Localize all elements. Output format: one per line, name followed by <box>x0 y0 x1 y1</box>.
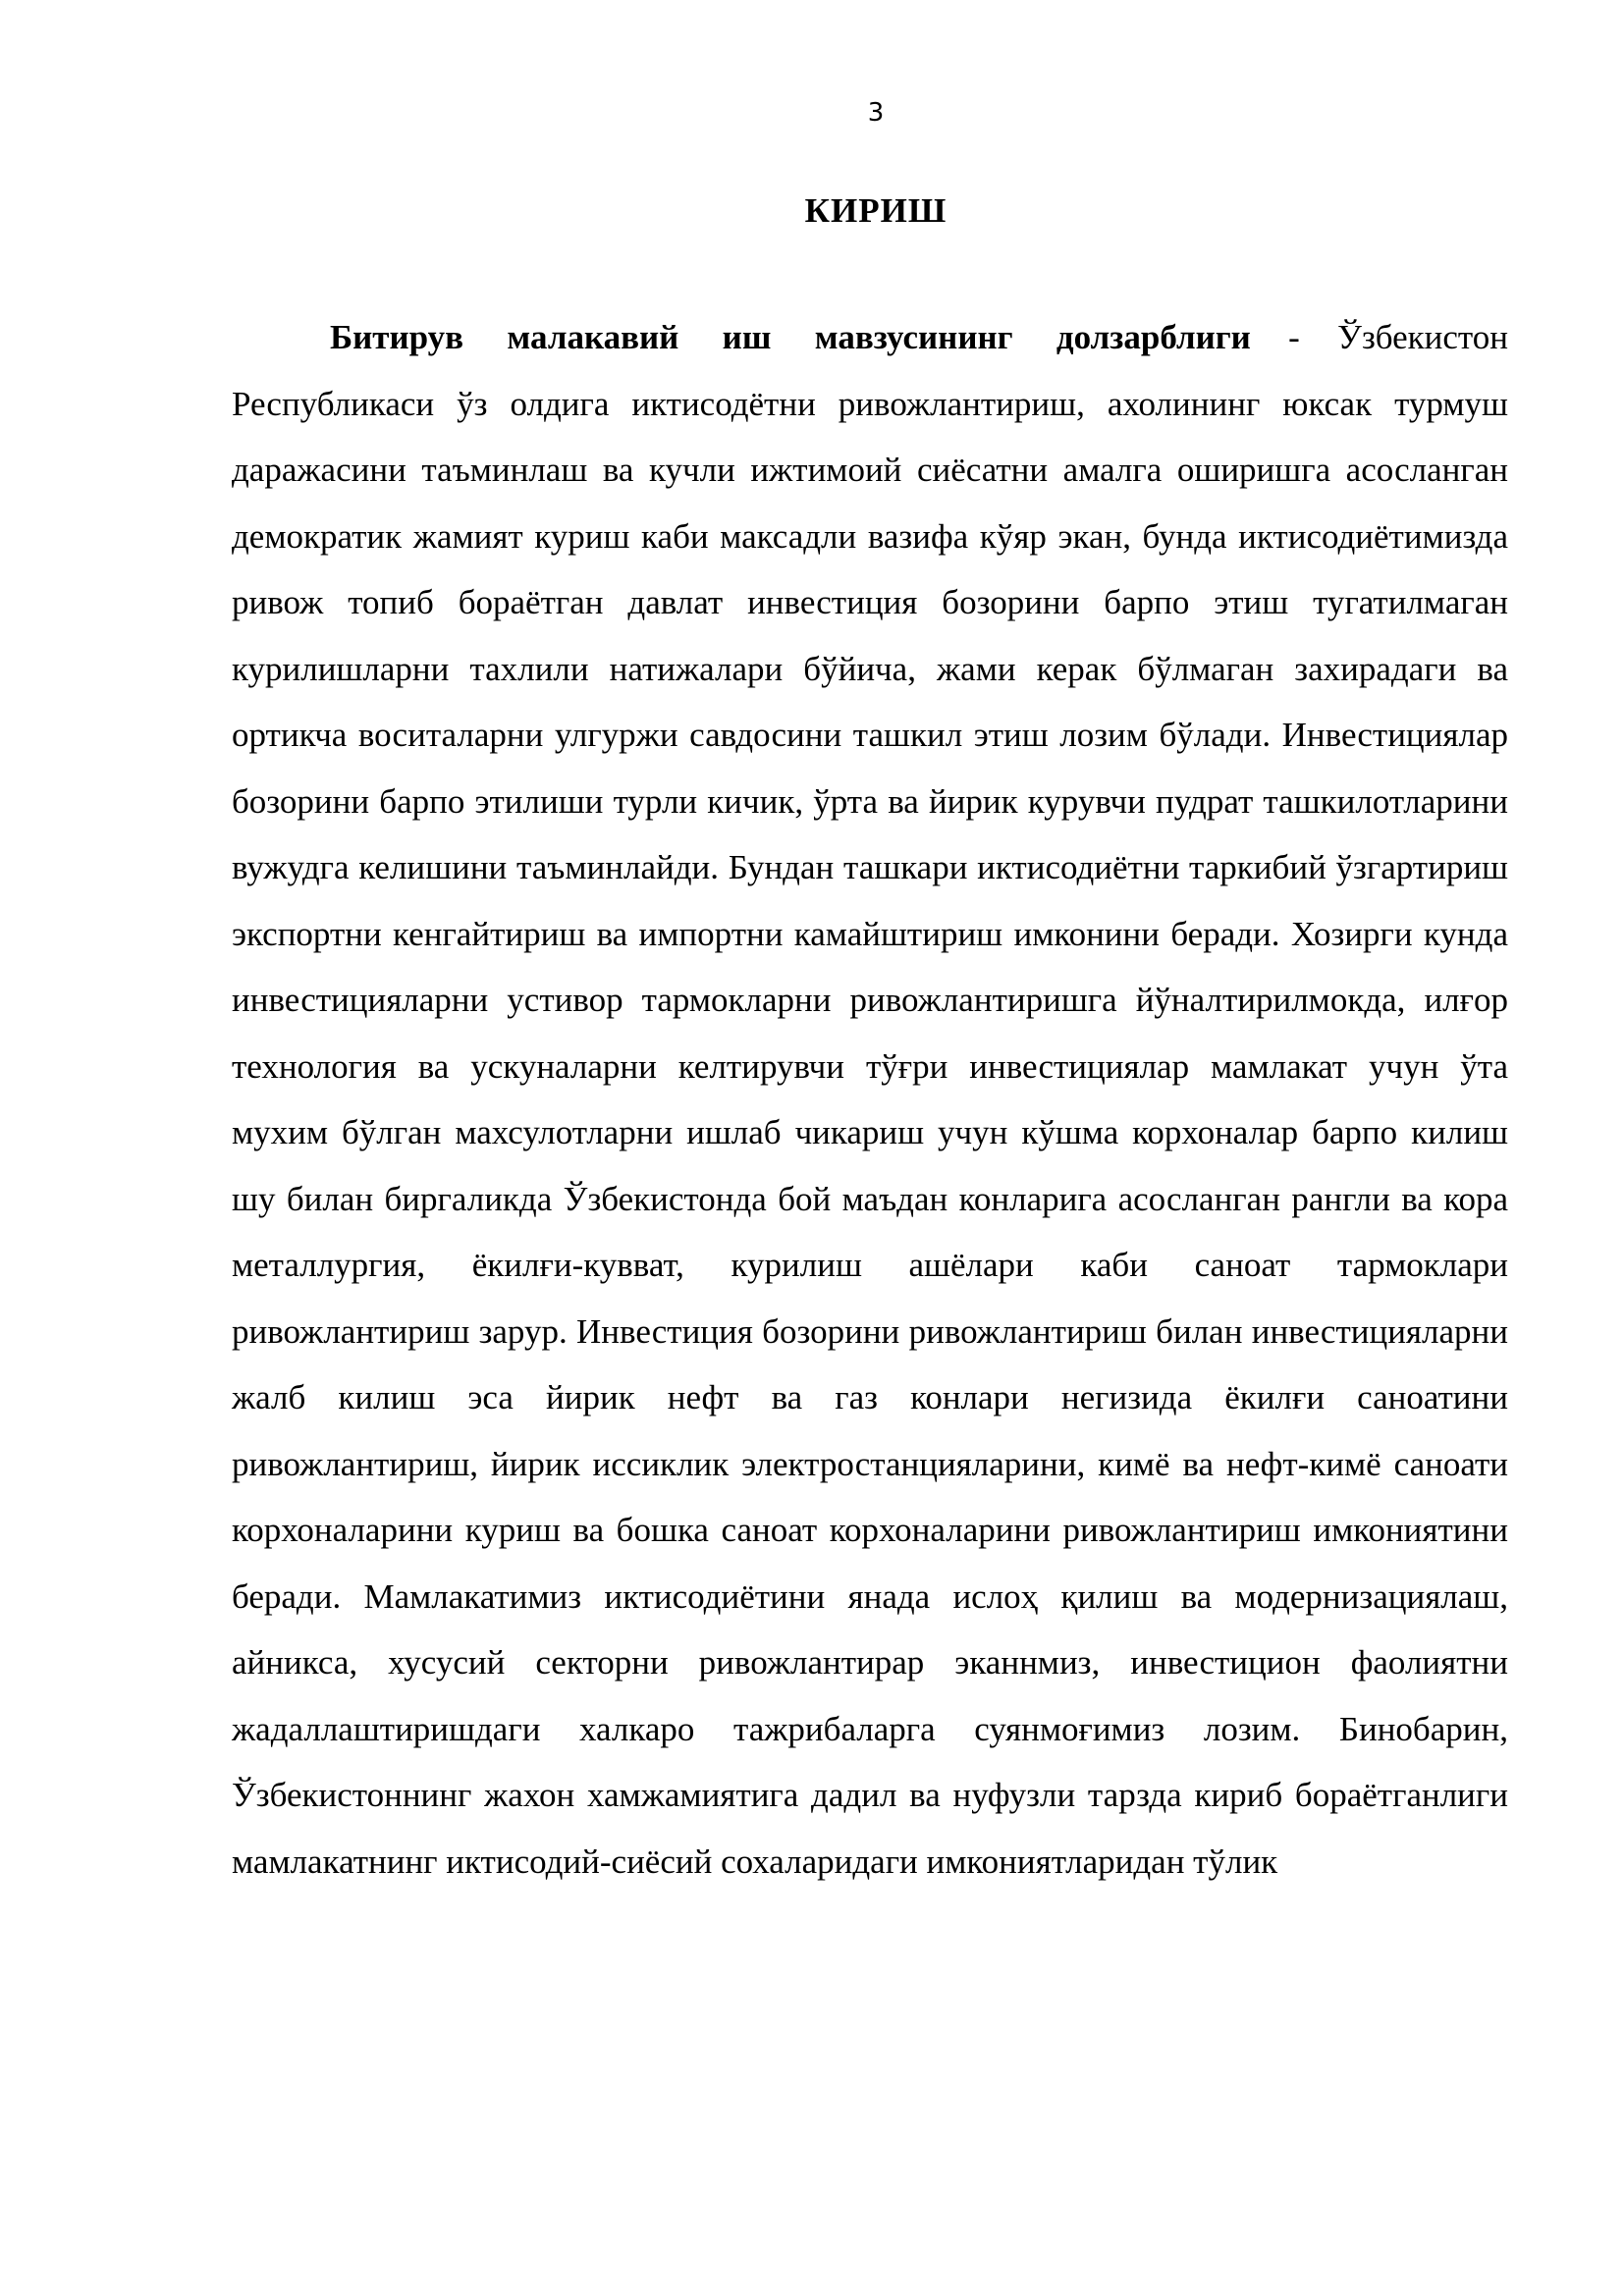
paragraph-text: - Ўзбекистон Республикаси ўз олдига иктисодётни ривожлантириш, ахолининг юксак турмуш даражасини таъминлаш ва кучли ижтимоий сиёсатни амалга оширишга асосланган демократик жамият куриш каби максадли вазифа кўяр экан, бунда иктисодиётимизда ривож топиб бораётган давлат инвестиция бозорини барпо этиш тугатилмаган курилишларни тахлили натижалари бўйича, жами керак бўлмаган захирадаги ва ортикча воситаларни улгуржи савдосини ташкил этиш лозим бўлади. Инвестициялар бозорини барпо этилиши турли кичик, ўрта ва йирик курувчи пудрат ташкилотларини вужудга келишини таъминлайди. Бундан ташкари иктисодиётни таркибий ўзгартириш экспортни кенгайтириш ва импортни камайштириш имконини беради. Хозирги кунда инвестицияларни устивор тармокларни ривожлантиришга йўналтирилмокда, илғор технология ва ускуналарни келтирувчи тўғри инвестициялар мамлакат учун ўта мухим бўлган махсулотларни ишлаб чикариш учун кўшма корхоналар барпо килиш шу билан биргаликда Ўзбекистонда бой маъдан конларига асосланган рангли ва кора металлургия, ёкилғи-кувват, курилиш ашёлари каби саноат тармоклари ривожлантириш зарур. Инвестиция бозорини ривожлантириш билан инвестицияларни жалб килиш эса йирик нефт ва газ конлари негизида ёкилғи саноатини ривожлантириш, йирик иссиклик электростанцияларини, кимё ва нефт-кимё саноати корхоналарини куриш ва бошка саноат корхоналарини ривожлантириш имкониятини беради. Мамлакатимиз иктисодиётини янада ислоҳ қилиш ва модернизациялаш, айникса, хусусий секторни ривожлантирар эканнмиз, инвестицион фаолиятни жадаллаштиришдаги халкаро тажрибаларга суянмоғимиз лозим. Бинобарин, Ўзбекистоннинг жахон хамжамиятига дадил ва нуфузли тарзда кириб бораётганлиги мамлакатнинг иктисодий-сиёсий сохаларидаги имкониятларидан тўлик <box>232 318 1508 1881</box>
body-paragraph <box>232 304 1508 1895</box>
page-number: 3 <box>867 98 885 128</box>
paragraph-lead: Битирув малакавий иш мавзусининг долзарблиги <box>330 318 1251 356</box>
section-heading: КИРИШ <box>804 191 947 230</box>
